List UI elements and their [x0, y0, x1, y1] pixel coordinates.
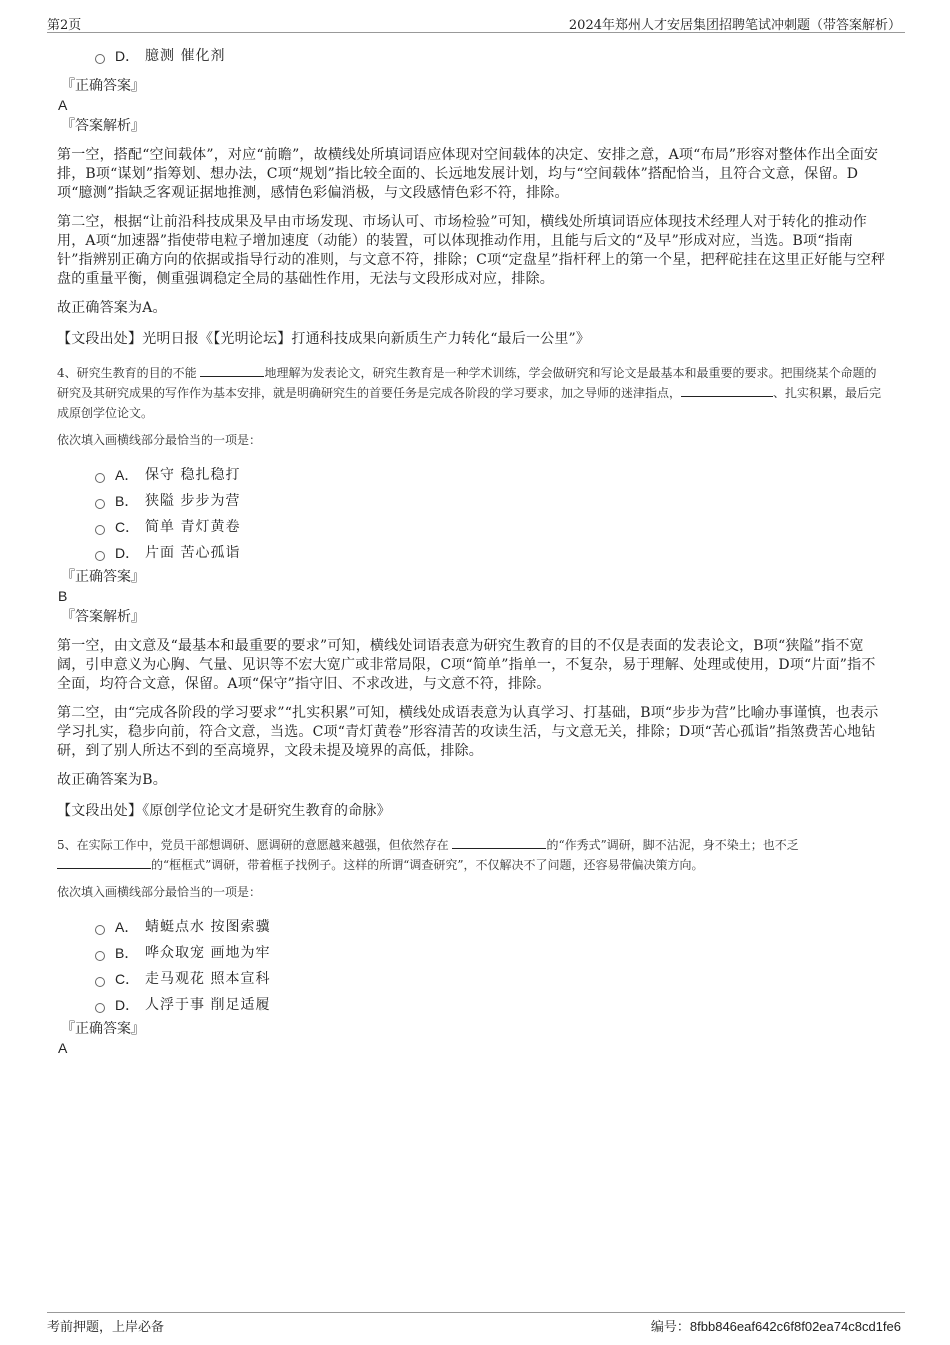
option-text: 哗众取宠 画地为牢	[145, 945, 271, 961]
instruction: 依次填入画横线部分最恰当的一项是：	[57, 885, 262, 899]
option-text: 蜻蜓点水 按图索骥	[145, 919, 271, 935]
q5-option-b[interactable]	[57, 941, 887, 967]
answer-value: B	[58, 588, 68, 604]
instruction: 依次填入画横线部分最恰当的一项是：	[57, 433, 262, 447]
option-letter: C．	[115, 971, 140, 987]
blank	[452, 835, 546, 849]
option-text: 臆测 催化剂	[145, 48, 226, 64]
answer-label: 『正确答案』	[61, 1021, 145, 1037]
answer-label: 『正确答案』	[61, 569, 145, 585]
radio-icon[interactable]	[95, 499, 105, 509]
document-title: 2024年郑州人才安居集团招聘笔试冲刺题（带答案解析）	[568, 18, 901, 33]
option-text: 保守 稳扎稳打	[145, 467, 241, 483]
blank	[57, 855, 151, 869]
option-text: 人浮于事 削足适履	[145, 997, 271, 1013]
option-text: 狭隘 步步为营	[145, 493, 241, 509]
option-text: 片面 苦心孤诣	[145, 545, 241, 561]
option-text: 走马观花 照本宣科	[145, 971, 271, 987]
q4-option-b[interactable]	[57, 489, 887, 515]
option-letter: A．	[115, 919, 139, 935]
conclusion: 故正确答案为B。	[57, 772, 167, 788]
option-text: 简单 青灯黄卷	[145, 519, 241, 535]
radio-icon[interactable]	[95, 951, 105, 961]
conclusion: 故正确答案为A。	[57, 300, 167, 316]
page-number: 第2页	[47, 18, 82, 33]
radio-icon[interactable]	[95, 54, 105, 64]
document-code: 编号：8fbb846eaf642c6f8f02ea74c8cd1fe6	[650, 1319, 901, 1335]
answer-value: A	[58, 97, 68, 113]
analysis-label: 『答案解析』	[61, 609, 145, 625]
q5-option-d[interactable]	[57, 993, 887, 1019]
analysis-label: 『答案解析』	[61, 118, 145, 134]
radio-icon[interactable]	[95, 551, 105, 561]
footer-slogan: 考前押题，上岸必备	[47, 1320, 165, 1335]
option-letter: A．	[115, 467, 139, 483]
option-letter: D．	[115, 545, 140, 561]
q4-option-a[interactable]	[57, 463, 887, 489]
page-header	[47, 14, 905, 33]
q5-option-a[interactable]	[57, 915, 887, 941]
q3-option-d[interactable]	[57, 44, 887, 70]
radio-icon[interactable]	[95, 473, 105, 483]
q4-option-c[interactable]	[57, 515, 887, 541]
radio-icon[interactable]	[95, 977, 105, 987]
q4-option-d[interactable]	[57, 541, 887, 567]
analysis-paragraph: 第一空，搭配“空间载体”，对应“前瞻”，故横线处所填词语应体现对空间载体的决定、安排之意，A项“布局”形容对整体作出全面安排，B项“谋划”指筹划、想办法，C项“规划”指比较全面的、长远地发展计划，均与“空间载体”搭配恰当，且符合文意，保留。D项“臆测”指缺乏客观证据地推测，感情色彩偏消极，与文段感情色彩不符，排除。	[57, 147, 879, 201]
question-stem: 5、在实际工作中，党员干部想调研、愿调研的意愿越来越强，但依然存在 的“作秀式”调研，脚不沾泥，身不染土；也不乏 的“框框式”调研，带着框子找例子。这样的所谓“调查研究”，不仅解决不了问题，还容易带偏决策方向。	[57, 835, 887, 875]
analysis-paragraph: 第二空，根据“让前沿科技成果及早由市场发现、市场认可、市场检验”可知，横线处所填词语应体现技术经理人对于转化的推动作用，A项“加速器”指使带电粒子增加速度（动能）的装置，可以体现推动作用，且能与后文的“及早”形成对应，当选。B项“指南针”指辨别正确方向的依据或指导行动的准则，与文意不符，排除；C项“定盘星”指杆秤上的第一个星，把秤砣挂在这里正好能与空秤盘的重量平衡，侧重强调稳定全局的基础性作用，无法与文段形成对应，排除。	[57, 214, 886, 287]
answer-label: 『正确答案』	[61, 78, 145, 94]
radio-icon[interactable]	[95, 525, 105, 535]
analysis-paragraph: 第一空，由文意及“最基本和最重要的要求”可知，横线处词语表意为研究生教育的目的不仅是表面的发表论文，B项“狭隘”指不宽阔，引申意义为心胸、气量、见识等不宏大宽广或非常局限，C项“简单”指单一，不复杂，易于理解、处理或使用，D项“片面”指不全面，均符合文意，保留。A项“保守”指守旧、不求改进，与文意不符，排除。	[57, 638, 876, 692]
option-letter: C．	[115, 519, 140, 535]
option-letter: B．	[115, 945, 139, 961]
analysis-paragraph: 第二空，由“完成各阶段的学习要求”“扎实积累”可知，横线处成语表意为认真学习、打基础，B项“步步为营”比喻办事谨慎，也表示学习扎实，稳步向前，符合文意，当选。C项“青灯黄卷”形容清苦的攻读生活，与文意无关，排除；D项“苦心孤诣”指煞费苦心地钻研，到了别人所达不到的至高境界，文段未提及境界的高低，排除。	[57, 705, 879, 759]
source-citation: 【文段出处】光明日报《【光明论坛】打通科技成果向新质生产力转化“最后一公里”》	[57, 331, 591, 347]
option-letter: D．	[115, 48, 140, 64]
option-letter: B．	[115, 493, 139, 509]
blank	[200, 363, 264, 377]
blank	[681, 383, 773, 397]
option-letter: D．	[115, 997, 140, 1013]
source-citation: 【文段出处】《原创学位论文才是研究生教育的命脉》	[57, 803, 391, 819]
radio-icon[interactable]	[95, 925, 105, 935]
page-footer	[47, 1312, 905, 1334]
radio-icon[interactable]	[95, 1003, 105, 1013]
answer-value: A	[58, 1040, 68, 1056]
q5-option-c[interactable]	[57, 967, 887, 993]
document-body	[57, 44, 887, 1057]
question-stem: 4、研究生教育的目的不能 地理解为发表论文，研究生教育是一种学术训练，学会做研究和写论文是最基本和最重要的要求。把围绕某个命题的研究及其研究成果的写作作为基本安排，就是明确研究生的首要任务是完成各阶段的学习要求，加之导师的迷津指点， 、扎实积累，最后完成原创学位论文。	[57, 363, 887, 423]
